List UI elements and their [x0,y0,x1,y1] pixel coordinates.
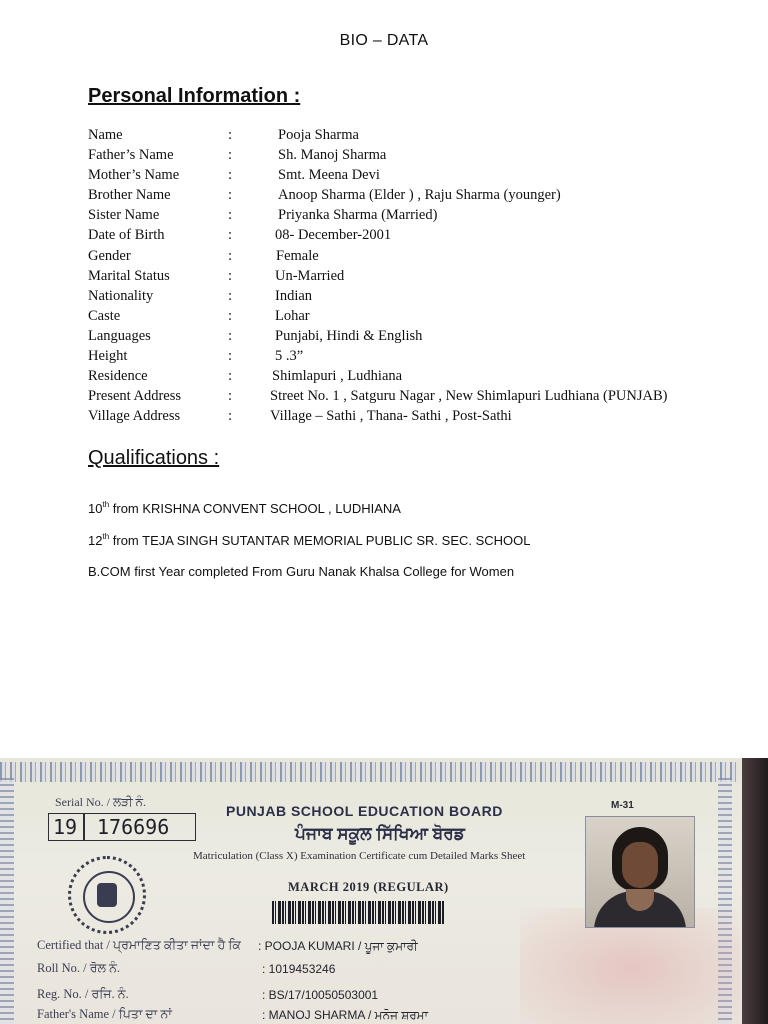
info-value: Smt. Meena Devi [278,167,380,184]
certificate-subtitle: Matriculation (Class X) Examination Certificate cum Detailed Marks Sheet [193,850,526,862]
info-label: Nationality [88,287,154,304]
info-colon: : [228,247,233,264]
certificate-field-value: : MANOJ SHARMA / ਮਨੋਜ ਸ਼ਰਮਾ [262,1008,429,1022]
qualifications-heading: Qualifications : [88,447,220,469]
info-label: Caste [88,307,121,324]
qualification-ordinal: th [102,532,110,541]
info-value: Street No. 1 , Satguru Nagar , New Shimlapuri Ludhiana (PUNJAB) [270,388,668,405]
info-value: Indian [275,287,313,304]
exam-session: MARCH 2019 (REGULAR) [288,880,449,894]
qualification-grade: 10 [88,501,103,516]
info-label: Sister Name [88,207,160,224]
info-label: Mother’s Name [88,167,180,184]
info-colon: : [228,207,233,224]
qualification-text: from TEJA SINGH SUTANTAR MEMORIAL PUBLIC SR. SEC. SCHOOL [109,533,531,548]
serial-number: 176696 [97,815,170,839]
barcode-icon [272,901,444,924]
info-label: Languages [88,327,151,344]
info-label: Height [88,348,128,365]
info-value: Anoop Sharma (Elder ) , Raju Sharma (younger) [278,187,561,204]
info-label: Village Address [88,408,181,425]
info-value: Lohar [275,307,310,324]
student-photo [585,816,695,928]
form-code: M-31 [611,800,634,811]
qualification-item [88,532,531,548]
info-label: Father’s Name [88,147,174,164]
certificate-field-label: Reg. No. / ਰਜਿ. ਨੰ. [37,987,129,1001]
info-colon: : [228,348,233,365]
certificate-border-top [0,762,740,782]
info-value: Punjabi, Hindi & English [275,327,423,344]
certificate-photo [0,758,768,1024]
info-colon: : [228,388,233,405]
certificate-border-left [0,778,14,1024]
info-value: 5 .3” [275,348,304,365]
qualification-text: B.COM first Year completed From Guru Nanak Khalsa College for Women [88,564,515,579]
info-label: Gender [88,247,131,264]
info-colon: : [228,167,233,184]
certificate-field-value: : BS/17/10050503001 [262,988,379,1002]
document-title: BIO – DATA [339,32,429,49]
personal-info-heading: Personal Information : [88,85,301,107]
serial-prefix: 19 [53,815,78,839]
info-value: Village – Sathi , Thana- Sathi , Post-Sathi [270,408,512,425]
board-name-english: PUNJAB SCHOOL EDUCATION BOARD [226,803,503,819]
serial-number-box [48,813,196,841]
info-colon: : [228,287,233,304]
info-value: Sh. Manoj Sharma [278,147,387,164]
info-label: Marital Status [88,267,170,284]
qualification-ordinal: th [102,500,110,509]
qualification-item [88,564,514,579]
certificate-dark-edge [742,758,768,1024]
info-value: Un-Married [275,267,345,284]
serial-divider [83,814,85,840]
info-value: Pooja Sharma [278,127,359,143]
info-value: 08- December-2001 [275,227,392,244]
info-label: Name [88,127,123,143]
info-colon: : [228,147,233,164]
info-colon: : [228,408,233,425]
info-colon: : [228,187,233,204]
info-colon: : [228,127,233,143]
info-label: Residence [88,368,148,385]
info-value: Female [276,247,319,264]
serial-label: Serial No. / ਲੜੀ ਨੰ. [55,795,147,809]
info-colon: : [228,267,233,284]
info-label: Present Address [88,388,182,405]
info-colon: : [228,227,233,244]
info-value: Priyanka Sharma (Married) [278,207,438,224]
info-colon: : [228,327,233,344]
board-name-punjabi: ਪੰਜਾਬ ਸਕੂਲ ਸਿੱਖਿਆ ਬੋਰਡ [295,824,465,843]
info-colon: : [228,368,233,385]
info-value: Shimlapuri , Ludhiana [272,368,403,385]
board-emblem-icon [68,856,146,934]
qualification-grade: 12 [88,533,103,548]
info-colon: : [228,307,233,324]
certificate-field-label: Certified that / ਪ੍ਰਮਾਣਿਤ ਕੀਤਾ ਜਾਂਦਾ ਹੈ ਕਿ [37,938,241,952]
certificate-field-label: Roll No. / ਰੋਲ ਨੰ. [37,961,121,975]
qualification-item [88,500,401,516]
info-label: Brother Name [88,187,171,204]
qualification-text: from KRISHNA CONVENT SCHOOL , LUDHIANA [109,501,401,516]
certificate-field-value: : POOJA KUMARI / ਪੂਜਾ ਕੁਮਾਰੀ [258,939,418,953]
certificate-field-label: Father's Name / ਪਿਤਾ ਦਾ ਨਾਂ [37,1007,172,1021]
info-label: Date of Birth [88,227,165,244]
certificate-field-value: : 1019453246 [262,962,336,976]
